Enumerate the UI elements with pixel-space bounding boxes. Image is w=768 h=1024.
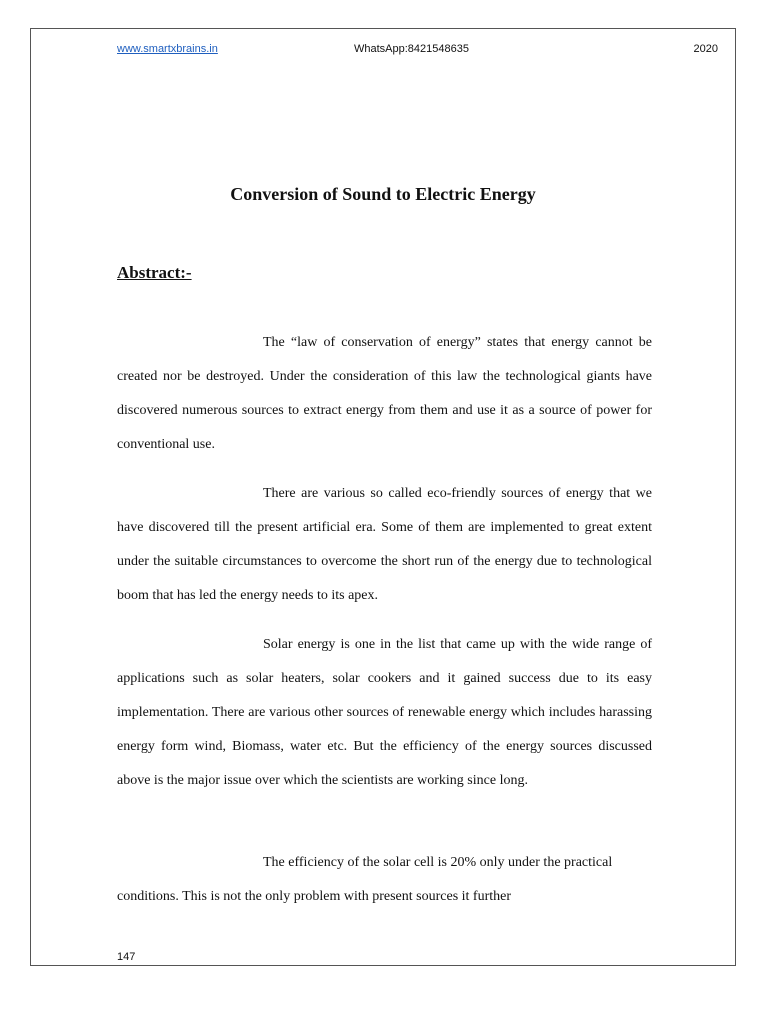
abstract-paragraph-3 <box>117 628 652 798</box>
abstract-paragraph-4 <box>117 846 652 914</box>
header-year: 2020 <box>693 43 718 55</box>
page-number: 147 <box>117 951 136 963</box>
abstract-paragraph-1 <box>117 326 652 462</box>
abstract-heading: Abstract:- <box>117 263 192 282</box>
document-title: Conversion of Sound to Electric Energy <box>230 184 536 204</box>
website-link[interactable]: www.smartxbrains.in <box>117 43 218 55</box>
paragraph-text: The “law of conservation of energy” states that energy cannot be created nor be destroyed. Under the consideration of this law the technological giants have discovered numerous sources to extract energy from them and use it as a source of power for conventional use. <box>117 335 652 452</box>
page-header <box>0 43 768 59</box>
paragraph-text: There are various so called eco-friendly sources of energy that we have discovered till the present artificial era. Some of them are implemented to great extent under the suitable circumstances to overcome the short run of the energy due to technological boom that has led the energy needs to its apex. <box>117 486 652 603</box>
paragraph-text: The efficiency of the solar cell is 20% only under the practical conditions. This is not the only problem with present sources it further <box>117 855 613 904</box>
whatsapp-number: WhatsApp:8421548635 <box>354 43 469 55</box>
abstract-paragraph-2 <box>117 477 652 613</box>
paragraph-text: Solar energy is one in the list that came up with the wide range of applications such as solar heaters, solar cookers and it gained success due to its easy implementation. There are various other sources of renewable energy which includes harassing energy form wind, Biomass, water etc. But the efficiency of the energy sources discussed above is the major issue over which the scientists are working since long. <box>117 637 652 788</box>
